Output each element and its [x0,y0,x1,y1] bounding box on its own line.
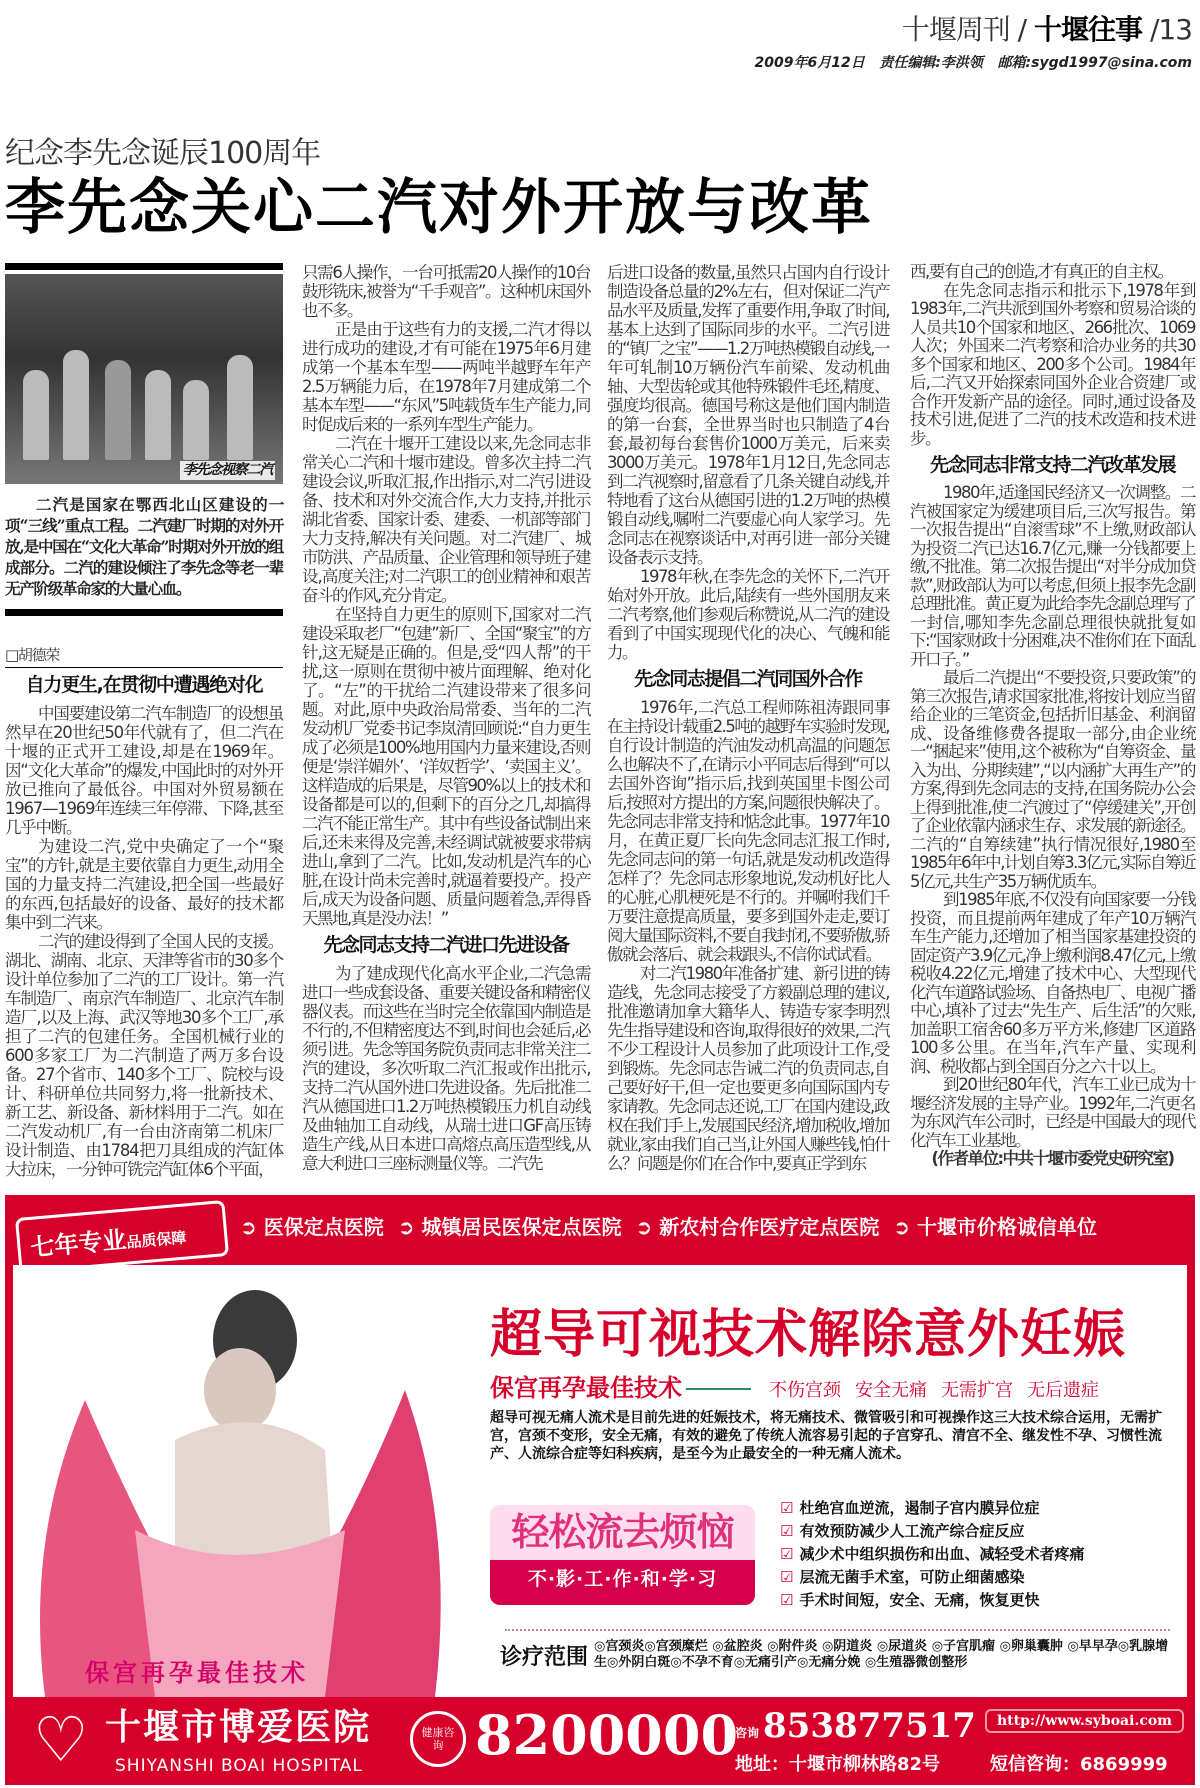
author-affiliation: (作者单位:中共十堰市委党史研究室) [931,1149,1174,1168]
author-byline: □胡德荣 [5,646,283,668]
ad-footer [5,1697,1195,1785]
column-1 [5,263,283,1179]
ad-subheadline: 保宫再孕最佳技术 不伤宫颈 安全无痛 无需扩宫 无后遗症 [490,1374,1099,1402]
section-name: 十堰周刊 [901,13,1010,46]
ad-description: 超导可视无痛人流术是目前先进的妊娠技术，将无痛技术、微管吸引和可视操作这三大技术综合运用，无需扩宫，宫颈不变形，安全无痛，有效的避免了传统人流容易引起的子宫穿孔、清宫不全、继发性不孕、习惯性流产、人流综合症等妇科疾病，是至今为止最安全的一种无痛人流术。 [490,1410,1162,1462]
check-item: ☑ 杜绝宫血逆流，遏制子宫内膜异位症 [780,1499,1040,1517]
hospital-advertisement[interactable] [5,1195,1195,1785]
paragraph: 二汽的建设得到了全国人民的支援。湖北、湖南、北京、天津等省市的30多个设计单位参加了二汽的工厂设计。第一汽车制造厂、南京汽车制造厂、北京汽车制造厂,以及上海、武汉等地30多个工厂,承担了二汽的包建任务。全国机械行业的600多家工厂为二汽制造了两万多台设备。27个省市、140多个工厂、院校与设计、科研单位共同努力,将一批新技术、新工艺、新设备、新材料用于二汽。如在二汽发动机厂,有一台由济南第二机床厂设计制造、由1784把刀具组成的汽缸体大拉床，一分钟可铣完汽缸体6个平面， [5,932,283,1179]
news-photo [5,274,283,484]
quality-badge: 七年专业品质保障 [15,1200,229,1274]
treatment-scope: 诊疗范围 ◎宫颈炎◎宫颈糜烂 ◎盆腔炎 ◎附件炎 ◎阴道炎 ◎尿道炎 ◎子宫肌瘤 ◎卵巢囊肿 ◎早早孕◎乳腺增生◎外阴白斑◎不孕不育◎无痛引产◎无痛分娩 ◎生殖器微创整形 [500,1639,1169,1670]
paragraph: 到20世纪80年代，汽车工业已成为十堰经济发展的主导产业。1992年,二汽更名为东风汽车公司时，已经是中国最大的现代化汽车工业基地。 [910,1075,1195,1150]
qq-contact[interactable]: 咨询 853877517 [735,1706,976,1746]
website-link[interactable]: http://www.syboai.com [985,1709,1184,1733]
paragraph: 中国要建设第二汽车制造厂的设想虽然早在20世纪50年代就有了，但二汽在十堰的正式开工建设,却是在1969年。因“文化大革命”的爆发,中国此时的对外开放已推向了最低谷。中国对外贸易额在1967—1969年连续三年停滞、下降,甚至几乎中断。 [5,704,283,837]
ad-body [13,1265,1187,1697]
divider [5,263,283,270]
checkbox-icon: ☑ [780,1545,794,1563]
pink-slogan-box: 轻松流去烦恼 不·影·工·作·和·学·习 [490,1505,755,1605]
ad-tag: ➲ 医保定点医院 [240,1215,384,1239]
check-item: ☑ 手术时间短，安全、无痛，恢复更快 [780,1591,1040,1609]
address: 地址：十堰市柳林路82号 [735,1754,941,1775]
column-name: 十堰往事 [1034,13,1143,46]
checkbox-icon: ☑ [780,1591,794,1609]
check-item: ☑ 层流无菌手术室，可防止细菌感染 [780,1568,1025,1586]
phone-number[interactable]: 8200000 [475,1703,739,1767]
hospital-name-en: SHIYANSHI BOAI HOSPITAL [115,1756,363,1776]
page-number: /13 [1149,13,1192,46]
paragraph: 1978年秋,在李先念的关怀下,二汽开始对外开放。此后,陆续有一些外国朋友来二汽考察,他们参观后称赞说,从二汽的建设看到了中国实现现代化的决心、气魄和能力。 [607,567,889,662]
section-heading: 自力更生,在贯彻中遭遇绝对化 [25,674,263,696]
section-heading: 先念同志支持二汽进口先进设备 [323,934,569,956]
paragraph: 对二汽1980年准备扩建、新引进的铸造线，先念同志接受了方毅副总理的建议,批准邀请加拿大籍华人、铸造专家李明烈先生指导建设和咨询,取得很好的效果,二汽不少工程设计人员参加了此项设计工作,受到锻炼。先念同志告诫二汽的负责同志,自己要好好干,但一定也要更多向国际国内专家请教。先念同志还说,工厂在国内建设,政权在我们手上,发展国民经济,增加税收,增加就业,家由我们自己当,让外国人赚些钱,怕什么？问题是你们在合作中,要真正学到东 [607,964,889,1173]
checkbox-icon: ☑ [780,1499,794,1517]
paragraph: 在先念同志指示和批示下,1978年到1983年,二汽共派到国外考察和贸易洽谈的人员共10个国家和地区、266批次、1069人次；外国来二汽考察和洽办业务的共30多个国家和地区、200多个公司。1984年后,二汽又开始探索同国外企业合资建厂或合作开发新产品的途径。同时,通过设备及技术引进,促进了二汽的技术改造和技术进步。 [910,280,1195,448]
article-kicker: 纪念李先念诞辰100周年 [5,136,321,171]
column-4 [910,263,1195,1169]
divider [5,609,283,616]
paragraph: 为建设二汽,党中央确定了一个“聚宝”的方针,就是主要依靠自力更生,动用全国的力量支持二汽建设,把全国一些最好的东西,包括最好的设备、最好的技术都集中到二汽来。 [5,837,283,932]
phone-icon: 健康咨询 [410,1711,466,1767]
paragraph: 1976年,二汽总工程师陈祖涛跟同事在主持设计载重2.5吨的越野车实验时发现,自行设计制造的汽油发动机高温的问题怎么也解决不了,在请示小平同志后得到“可以去国外咨询”指示后,找到英国里卡图公司后,按照对方提出的方案,问题很快解决了。先念同志非常支持和惦念此事。1977年10月，在黄正夏厂长向先念同志汇报工作时,先念同志问的第一句话,就是发动机改造得怎样了？先念同志形象地说,发动机好比人的心脏,心肌梗死是不行的。并嘱咐我们千万要注意提高质量，要多到国外走走,要订阅大量国际资料,不要自我封闭,不要骄傲,骄傲就会落后、就会栽跟头,不信你试试看。 [607,698,889,964]
paragraph: 二汽在十堰开工建设以来,先念同志非常关心二汽和十堰市建设。曾多次主持二汽建设会议,听取汇报,作出指示,对二汽引进设备、技术和对外交流合作,大力支持,并批示湖北省委、国家计委、建委、一机部等部门大力支持,解决有关问题。对二汽建厂、城市防洪、产品质量、企业管理和领导班子建设,高度关注;对二汽职工的创业精神和艰苦奋斗的作风,充分肯定。 [302,434,590,605]
ad-tag: ➲ 十堰市价格诚信单位 [893,1215,1097,1239]
article-title: 李先念关心二汽对外开放与改革 [5,173,873,243]
paragraph: 1980年,适逢国民经济又一次调整。二汽被国家定为缓建项目后,三次写报告。第一次报告提出“自滚雪球”不上缴,财政部认为投资二汽已达16.7亿元,赚一分钱都要上缴,不批准。第二次报告提出“对半分成加贷款”,财政部认为可以考虑,但须上报李先念副总理批准。黄正夏为此给李先念副总理写了一封信,哪知李先念副总理很快就批复如下:“国家财政十分困难,决不准你们在下面乱开口子。” [910,483,1195,669]
masthead: 十堰周刊 / 十堰往事 /13 2009年6月12日 责任编辑:李洪领 邮箱:sygd1997@sina.com [754,13,1192,71]
email: 邮箱:sygd1997@sina.com [997,55,1192,71]
ad-tag: ➲ 新农村合作医疗定点医院 [635,1215,880,1239]
column-3 [607,263,889,1173]
paragraph: 西,要有自己的创造,才有真正的自主权。 [910,262,1173,281]
ad-tag: ➲ 城镇居民医保定点医院 [397,1215,622,1239]
dotted-divider [505,1629,1170,1631]
check-item: ☑ 减少术中组织损伤和出血、减轻受术者疼痛 [780,1545,1085,1563]
paragraph: 在坚持自力更生的原则下,国家对二汽建设采取老厂“包建”新厂、全国“聚宝”的方针,这无疑是正确的。但是,受“四人帮”的干扰,这一原则在贯彻中被片面理解、绝对化了。“左”的干扰给二汽建设带来了很多问题。对此,原中央政治局常委、当年的二汽发动机厂党委书记李岚清回顾说:“自力更生成了必须是100%地用国内力量来建设,否则便是‘崇洋媚外’、‘洋奴哲学’、‘卖国主义’。这样造成的后果是，尽管90%以上的技术和设备都是可以的,但剩下的百分之几,却搞得二汽不能正常生产。其中有些设备试制出来后,还未来得及完善,未经调试就被要求带病进山,拿到了二汽。比如,发动机是汽车的心脏,在设计尚未完善时,就逼着要投产。投产后,成天为设备问题、质量问题着急,弄得昏天黑地,真是没办法！” [302,605,590,928]
qq-icon: 咨询 [735,1726,760,1740]
paragraph: 后进口设备的数量,虽然只占国内自行设计制造设备总量的2%左右，但对保证二汽产品水平及质量,发挥了重要作用,争取了时间,基本上达到了国际同步的水平。二汽引进的“镇厂之宝”——1.2万吨热模锻自动线,一年可轧制10万辆份汽车前梁、发动机曲轴、大型齿轮或其他特殊锻件毛坯,精度、强度均很高。德国号称这是他们国内制造的第一台套，全世界当时也只制造了4台套,最初每台套售价1000万美元，后来卖3000万美元。1978年1月12日,先念同志到二汽视察时,留意看了几条关键自动线,并特地看了这台从德国引进的1.2万吨的热模锻自动线,嘱咐二汽要虚心向人家学习。先念同志在视察谈话中,对再引进一部分关键设备表示支持。 [607,263,889,567]
paragraph: 正是由于这些有力的支援,二汽才得以进行成功的建设,才有可能在1975年6月建成第一个基本车型——两吨半越野车年产2.5万辆能力后，在1978年7月建成第二个基本车型——“东风”5吨载货车生产能力,同时促成后来的一系列车型生产能力。 [302,320,590,434]
article-summary: 二汽是国家在鄂西北山区建设的一项“三线”重点工程。二汽建厂时期的对外开放,是中国在“文化大革命”时期对外开放的组成部分。二汽的建设倾注了李先念等老一辈无产阶级革命家的大量心血。 [5,495,283,598]
hospital-heart-logo: ♡ [33,1703,89,1776]
section-heading: 先念同志非常支持二汽改革发展 [929,454,1175,476]
paragraph: 为了建成现代化高水平企业,二汽急需进口一些成套设备、重要关键设备和精密仪器仪表。而这些在当时完全依靠国内制造是不行的,不但精密度达不到,时间也会延后,必须引进。先念等国务院负责同志非常关注二汽的建设，多次听取二汽汇报或作出批示,支持二汽从国外进口先进设备。先后批准二汽从德国进口1.2万吨热模锻压力机自动线及曲轴加工自动线，从瑞士进口GF高压铸造生产线,从日本进口高熔点高压造型线,从意大利进口三座标测量仪等。二汽先 [302,964,590,1173]
photo-caption: 李先念视察二汽 [180,461,275,480]
ad-headline: 超导可视技术解除意外妊娠 [490,1305,1127,1365]
column-2 [302,263,590,1173]
check-item: ☑ 有效预防减少人工流产综合症反应 [780,1522,1025,1540]
paragraph: 到1985年底,不仅没有向国家要一分钱投资，而且提前两年建成了年产10万辆汽车生产能力,还增加了相当国家基建投资的固定资产3.9亿元,净上缴利润8.47亿元,上缴税收4.22亿元,增建了技术中心、大型现代化汽车道路试验场、自备热电厂、电视广播中心,填补了过去“先生产、后生活”的欠账,加盖职工宿舍60多万平方米,修建厂区道路100多公里。在当年,汽车产量、实现利润、税收都占到全国百分之六十以上。 [910,890,1195,1076]
benefit-checklist [780,1497,1084,1612]
ad-tags [240,1211,1097,1240]
checkbox-icon: ☑ [780,1522,794,1540]
checkbox-icon: ☑ [780,1568,794,1586]
woman-tulip-image [25,1280,445,1697]
paragraph: 只需6人操作，一台可抵需20人操作的10台鼓形铣床,被誉为“千手观音”。这种机床国外也不多。 [302,263,590,320]
sms-contact: 短信咨询：6869999 [990,1754,1168,1775]
paragraph: 最后二汽提出“不要投资,只要政策”的第三次报告,请求国家批准,将按计划应当留给企业的三笔资金,包括折旧基金、利润留成、设备维修费各提取一部分,由企业统一“捆起来”使用,这个被称为“自筹资金、量入为出、分期续建”,“以内涵扩大再生产”的方案,得到先念同志的支持,在国务院办公会上得到批准,使二汽渡过了“停缓建关”,开创了企业依靠内涵求生存、求发展的新途径。二汽的“自筹续建”执行情况很好,1980至1985年6年中,计划自筹3.3亿元,实际自筹近5亿元,共生产35万辆优质车。 [910,668,1195,891]
image-slogan: 保宫再孕最佳技术 [85,1659,309,1687]
hospital-name: 十堰市博爱医院 [105,1706,372,1748]
editor: 责任编辑:李洪领 [879,55,983,71]
issue-date: 2009年6月12日 [754,55,865,71]
section-heading: 先念同志提倡二汽同国外合作 [634,668,862,690]
